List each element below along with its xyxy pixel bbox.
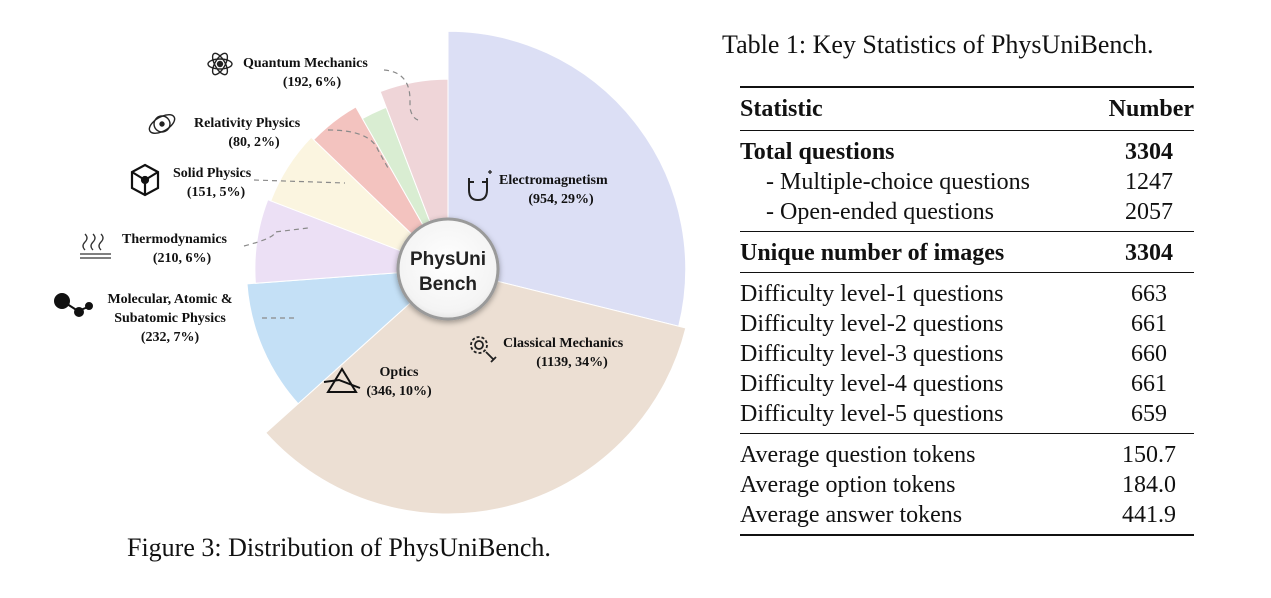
row-value: 441.9 (1104, 500, 1194, 535)
row-label: Average question tokens (740, 442, 976, 468)
figure-caption: Figure 3: Distribution of PhysUniBench. (127, 533, 551, 562)
row-value: 661 (1131, 311, 1167, 337)
slice-value-solid-physics: (151, 5%) (186, 185, 246, 200)
table-caption: Table 1: Key Statistics of PhysUniBench. (722, 30, 1154, 59)
row-label: Difficulty level-4 questions (740, 371, 1004, 397)
slice-label-molecular-line1: Molecular, Atomic & (107, 292, 233, 307)
row-label: Difficulty level-3 questions (740, 341, 1004, 367)
table-row (740, 309, 1194, 339)
slice-label-optics: Optics (379, 365, 419, 380)
cube-icon (132, 165, 158, 195)
orbit-icon (146, 111, 177, 137)
row-value: 663 (1131, 281, 1167, 307)
statistics-table-block (722, 30, 1222, 528)
slice-label-classical-mechanics: Classical Mechanics (503, 336, 624, 351)
slice-value-relativity-physics: (80, 2%) (228, 135, 280, 150)
slice-label-relativity-physics: Relativity Physics (194, 116, 301, 131)
slice-label-molecular-line2: Subatomic Physics (114, 311, 226, 326)
table-row (740, 339, 1194, 369)
row-label: Unique number of images (740, 232, 1104, 273)
slice-label-thermodynamics: Thermodynamics (122, 232, 227, 247)
table-row (740, 167, 1194, 197)
table-row (740, 470, 1194, 500)
heat-waves-icon (80, 234, 111, 258)
row-label: Total questions (740, 139, 895, 165)
header-statistic: Statistic (740, 87, 1104, 131)
row-label: Difficulty level-2 questions (740, 311, 1004, 337)
row-value: 660 (1131, 341, 1167, 367)
slice-value-thermodynamics: (210, 6%) (152, 251, 212, 266)
atom-icon (208, 51, 232, 77)
table-row (740, 434, 1194, 471)
row-value: 184.0 (1122, 472, 1176, 498)
slice-label-electromagnetism: Electromagnetism (499, 173, 608, 188)
row-value: 1247 (1125, 169, 1173, 195)
slice-value-classical-mechanics: (1139, 34%) (536, 355, 608, 370)
row-label: Difficulty level-1 questions (740, 281, 1004, 307)
row-label: - Open-ended questions (740, 197, 1104, 232)
slice-value-optics: (346, 10%) (366, 384, 432, 399)
table-row (740, 131, 1194, 168)
row-label: Average answer tokens (740, 500, 1104, 535)
row-value: 659 (1104, 399, 1194, 434)
slice-value-quantum-mechanics: (192, 6%) (282, 75, 342, 90)
row-value: 150.7 (1122, 442, 1176, 468)
center-hub (398, 219, 498, 319)
molecule-icon (55, 294, 92, 316)
row-value: 2057 (1104, 197, 1194, 232)
row-value: 3304 (1104, 232, 1194, 273)
slice-label-quantum-mechanics: Quantum Mechanics (243, 56, 368, 71)
row-label: Difficulty level-5 questions (740, 399, 1104, 434)
table-row (740, 369, 1194, 399)
statistics-table (740, 86, 1194, 536)
table-header-row (740, 87, 1194, 131)
center-label-line2: Bench (418, 274, 478, 295)
table-row (740, 232, 1194, 273)
header-number: Number (1104, 87, 1194, 131)
slice-label-solid-physics: Solid Physics (173, 166, 252, 181)
table-row (740, 197, 1194, 232)
table-row (740, 399, 1194, 434)
table-row (740, 273, 1194, 310)
row-value: 3304 (1125, 139, 1173, 165)
row-value: 661 (1131, 371, 1167, 397)
slice-value-electromagnetism: (954, 29%) (528, 192, 594, 207)
row-label: - Multiple-choice questions (766, 169, 1030, 195)
table-row (740, 500, 1194, 535)
slice-value-molecular: (232, 7%) (140, 330, 200, 345)
row-label: Average option tokens (740, 472, 956, 498)
center-label-line1: PhysUni (409, 249, 487, 270)
